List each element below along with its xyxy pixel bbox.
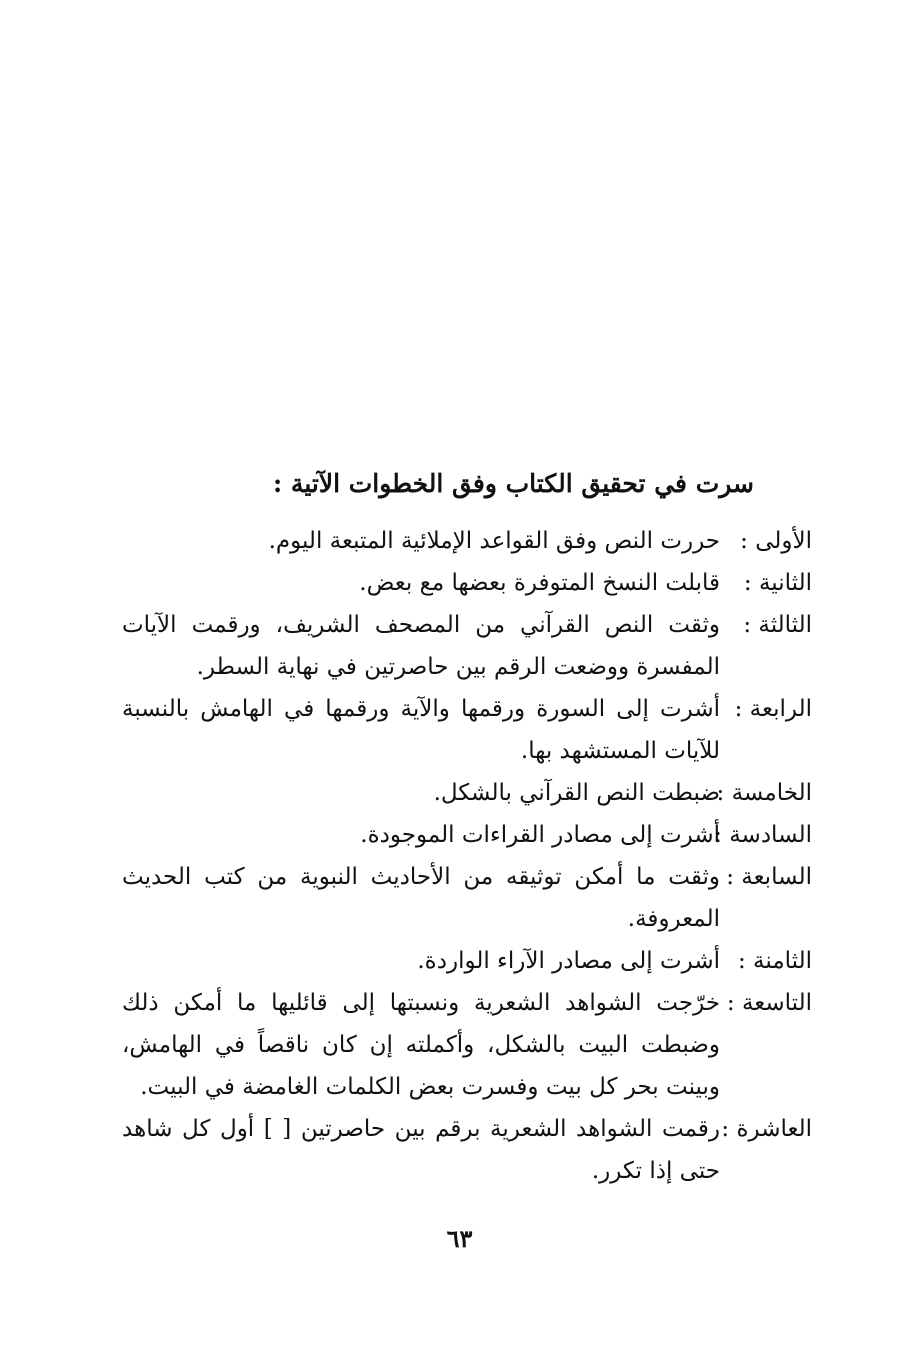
step-label: الثامنة :: [738, 948, 812, 974]
step-label: الأولى :: [740, 528, 812, 554]
step-label: الرابعة :: [734, 696, 812, 722]
step-label: السادسة :: [714, 822, 812, 848]
step-text: رقمت الشواهد الشعرية برقم بين حاصرتين [ ] أول كل شاهد حتى إذا تكرر.: [122, 1116, 720, 1184]
steps-list: [122, 520, 812, 1192]
step-label: الثالثة :: [743, 612, 812, 638]
step-text: وثقت ما أمكن توثيقه من الأحاديث النبوية من كتب الحديث المعروفة.: [122, 864, 720, 932]
step-label: التاسعة :: [726, 990, 812, 1016]
step-text: ضبطت النص القرآني بالشكل.: [433, 780, 720, 806]
step-item: [122, 604, 812, 688]
step-label: العاشرة :: [721, 1116, 812, 1142]
step-text: قابلت النسخ المتوفرة بعضها مع بعض.: [359, 570, 720, 596]
step-label: السابعة :: [726, 864, 812, 890]
step-text: حررت النص وفق القواعد الإملائية المتبعة اليوم.: [268, 528, 720, 554]
section-heading: سرت في تحقيق الكتاب وفق الخطوات الآتية :: [272, 469, 754, 498]
page-number: ٦٣: [446, 1224, 473, 1253]
step-label: الثانية :: [743, 570, 812, 596]
step-label: الخامسة :: [716, 780, 812, 806]
step-item: [122, 814, 812, 856]
step-text: خرّجت الشواهد الشعرية ونسبتها إلى قائليها ما أمكن ذلك وضبطت البيت بالشكل، وأكملته إن كان ناقصاً في الهامش، وبينت بحر كل بيت وفسرت بعض الكلمات الغامضة في البيت.: [122, 990, 720, 1100]
step-item: [122, 940, 812, 982]
step-item: [122, 856, 812, 940]
step-item: [122, 982, 812, 1108]
step-item: [122, 688, 812, 772]
step-text: أشرت إلى مصادر الآراء الواردة.: [417, 948, 720, 974]
step-text: وثقت النص القرآني من المصحف الشريف، ورقمت الآيات المفسرة ووضعت الرقم بين حاصرتين في نهاية السطر.: [122, 612, 720, 680]
step-text: أشرت إلى مصادر القراءات الموجودة.: [360, 822, 720, 848]
step-item: [122, 520, 812, 562]
step-text: أشرت إلى السورة ورقمها والآية ورقمها في الهامش بالنسبة للآيات المستشهد بها.: [122, 696, 720, 764]
step-item: [122, 1108, 812, 1192]
step-item: [122, 772, 812, 814]
step-item: [122, 562, 812, 604]
